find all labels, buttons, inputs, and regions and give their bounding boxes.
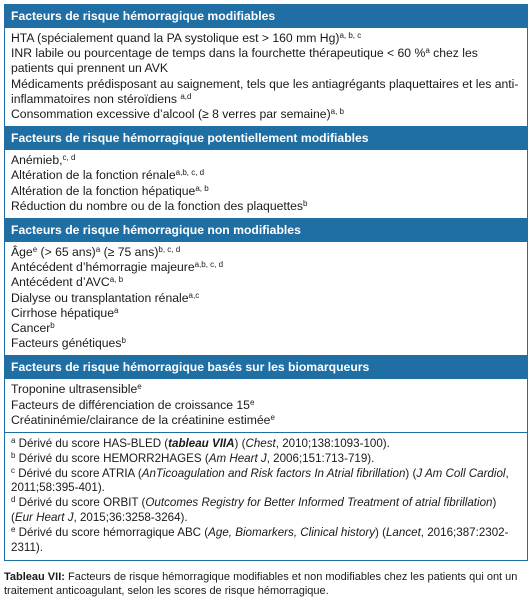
risk-factor-item: Facteurs génétiques$^b$ xyxy=(11,336,126,351)
risk-factor-item: Cirrhose hépatique$^a$ xyxy=(11,305,119,320)
risk-factor-item: Dialyse ou transplantation rénale$^{a,c}$ xyxy=(11,290,200,305)
section-header-potentially-modifiable: Facteurs de risque hémorragique potentiellement modifiables xyxy=(5,127,527,150)
section-body-non-modifiable xyxy=(5,242,527,355)
risk-factor-item: Médicaments prédisposant au saignement, tels que les antiagrégants plaquettaires et les anti-inflammatoires non stéroïdiens $^{a,d}$ xyxy=(11,76,519,106)
risk-factor-item: Consommation excessive d’alcool (≥ 8 verres par semaine)$^{a, b}$ xyxy=(11,107,344,122)
risk-factor-item: HTA (spécialement quand la PA systolique est > 160 mm Hg)$^{a, b, c}$ xyxy=(11,31,362,45)
section-header-non-modifiable: Facteurs de risque hémorragique non modifiables xyxy=(5,219,527,242)
risk-factor-item: Créatininémie/clairance de la créatinine estimée$^e$ xyxy=(11,412,275,427)
section-body-biomarkers xyxy=(5,379,527,432)
risk-factor-item: Réduction du nombre ou de la fonction des plaquettes$^b$ xyxy=(11,198,308,213)
footnote-c: $^c$ Dérivé du score ATRIA (AnTicoagulation and Risk factors In Atrial fibrillation) (J Am Coll Cardiol, 2011;58:395-401). xyxy=(11,465,509,495)
risk-factor-item: Cancer$^b$ xyxy=(11,321,55,336)
risk-factor-item: Altération de la fonction rénale$^{a,b, c, d}$ xyxy=(11,168,205,183)
footnote-b: $^b$ Dérivé du score HEMORR2HAGES (Am Heart J, 2006;151:713-719). xyxy=(11,450,375,465)
risk-factor-item: INR labile ou pourcentage de temps dans la fourchette thérapeutique < 60 %$^a$ chez les patients qui prennent un AVK xyxy=(11,46,478,76)
risk-factor-item: Âge$^e$ (> 65 ans)$^a$ (≥ 75 ans)$^{b, c, d}$ xyxy=(11,245,181,260)
risk-factor-item: Troponine ultrasensible$^e$ xyxy=(11,382,142,397)
caption-label: Tableau VII: xyxy=(4,571,65,583)
risk-factor-item: Altération de la fonction hépatique$^{a, b}$ xyxy=(11,183,209,198)
footnotes xyxy=(5,433,527,560)
footnote-d: $^d$ Dérivé du score ORBIT (Outcomes Registry for Better Informed Treatment of atrial fibrillation) (Eur Heart J, 2015;36:3258-3264). xyxy=(11,495,497,525)
risk-factor-item: Anémieb,$^{c, d}$ xyxy=(11,153,76,168)
caption-text: Facteurs de risque hémorragique modifiables et non modifiables chez les patients qui ont un traitement anticoagulant, selon les scores de risque hémorragique. xyxy=(4,571,518,597)
table-caption xyxy=(4,570,528,598)
footnote-e: $^e$ Dérivé du score hémorragique ABC (Age, Biomarkers, Clinical history) (Lancet, 2016;387:2302-2311). xyxy=(11,524,509,554)
section-header-biomarkers: Facteurs de risque hémorragique basés sur les biomarqueurs xyxy=(5,356,527,379)
section-header-modifiable: Facteurs de risque hémorragique modifiables xyxy=(5,5,527,28)
risk-factor-item: Facteurs de différenciation de croissance 15e xyxy=(11,397,255,412)
footnote-a: $^a$ Dérivé du score HAS-BLED (tableau VIIA) (Chest, 2010;138:1093-100). xyxy=(11,436,390,451)
section-body-potentially-modifiable xyxy=(5,150,527,218)
risk-factor-item: Antécédent d’AVC$^{a, b}$ xyxy=(11,275,124,290)
risk-factor-item: Antécédent d’hémorragie majeure$^{a,b, c, d}$ xyxy=(11,260,224,275)
risk-factor-table xyxy=(4,4,528,561)
section-body-modifiable xyxy=(5,28,527,126)
